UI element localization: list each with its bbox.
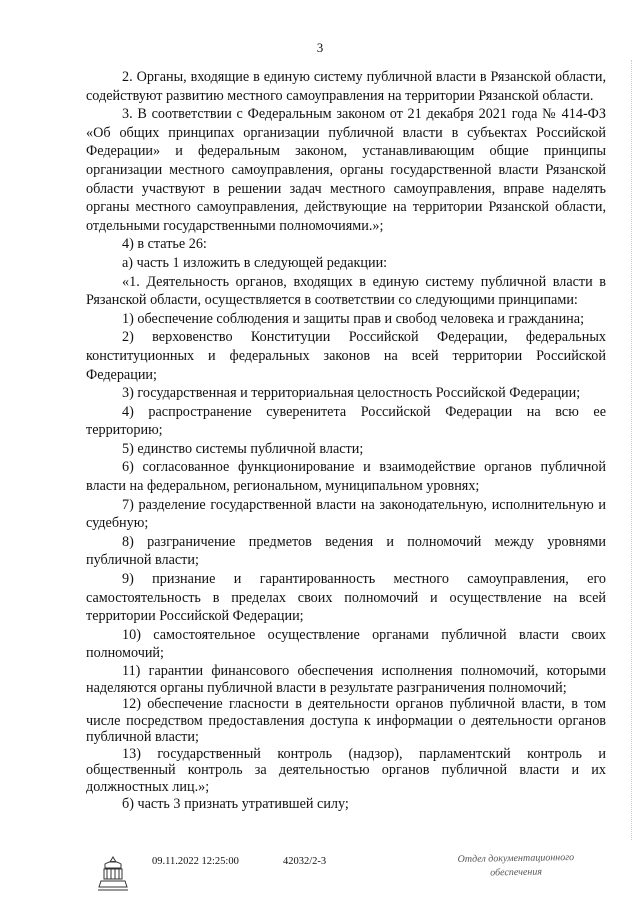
subparagraph-b: б) часть 3 признать утратившей силу;	[122, 796, 349, 812]
part-1-text: «1. Деятельность органов, входящих в единую систему публичной власти в Рязанской области, осуществляется в соответствии со следующими принципами:	[86, 273, 606, 309]
paragraph-item-2: 2. Органы, входящие в единую систему публичной власти в Рязанской области, содействуют развитию местного самоуправления на территории Рязанской области.	[86, 69, 606, 104]
article-26-header: 4) в статье 26:	[122, 236, 207, 253]
department-stamp	[436, 851, 596, 882]
document-body	[86, 68, 606, 814]
paragraph-item-3: 3. В соответствии с Федеральным законом от 21 декабря 2021 года № 414-ФЗ «Об общих принципах организации публичной власти в субъектах Российской Федерации» и федеральным законом, устанавливающим общие принципы организации местного самоуправления, органы государственной власти Рязанской области участвуют в решении задач местного самоуправления, вправе наделять органы местного самоуправления, действующие на территории Рязанской области, отдельными государственными полномочиями.»;	[86, 106, 606, 234]
principle-3: 3) государственная и территориальная целостность Российской Федерации;	[122, 385, 581, 402]
footer-reg-number: 42032/2-3	[283, 856, 327, 867]
principle-9: 9) признание и гарантированность местного самоуправления, его самостоятельность в пределах своих полномочий и осуществление на всей территории Российской Федерации;	[86, 571, 606, 625]
principle-10: 10) самостоятельное осуществление органами публичной власти своих полномочий;	[86, 626, 606, 662]
coat-of-arms-icon	[96, 854, 130, 897]
subparagraph-a: а) часть 1 изложить в следующей редакции:	[122, 254, 388, 271]
principle-7: 7) разделение государственной власти на законодательную, исполнительную и судебную;	[86, 496, 606, 532]
principle-8: 8) разграничение предметов ведения и полномочий между уровнями публичной власти;	[86, 533, 606, 569]
principle-11: 11) гарантии финансового обеспечения исполнения полномочий, которыми наделяются органы публичной власти в результате разграничения полномочий;	[86, 663, 606, 696]
principle-12: 12) обеспечение гласности в деятельности органов публичной власти, в том числе посредством предоставления доступа к информации о деятельности органов публичной власти;	[86, 696, 606, 745]
stamp-line-1: Отдел документационного	[457, 851, 575, 866]
stamp-line-2: обеспечения	[490, 866, 543, 879]
principle-13: 13) государственный контроль (надзор), парламентский контроль и общественный контроль за деятельностью органов публичной власти и их должностных лиц.»;	[86, 745, 606, 795]
principle-5: 5) единство системы публичной власти;	[122, 440, 364, 457]
principle-6: 6) согласованное функционирование и взаимодействие органов публичной власти на федеральном, региональном, муниципальном уровнях;	[86, 459, 606, 495]
principle-4: 4) распространение суверенитета Российской Федерации на всю ее территорию;	[86, 403, 606, 439]
scan-edge-marks	[631, 60, 638, 840]
page-footer	[0, 852, 640, 902]
principle-1: 1) обеспечение соблюдения и защиты прав и свобод человека и гражданина;	[122, 310, 585, 327]
footer-date: 09.11.2022 12:25:00	[152, 856, 239, 867]
principle-2: 2) верховенство Конституции Российской Федерации, федеральных конституционных и федеральных законов на всей территории Российской Федерации;	[86, 329, 606, 383]
page-number: 3	[316, 40, 324, 55]
